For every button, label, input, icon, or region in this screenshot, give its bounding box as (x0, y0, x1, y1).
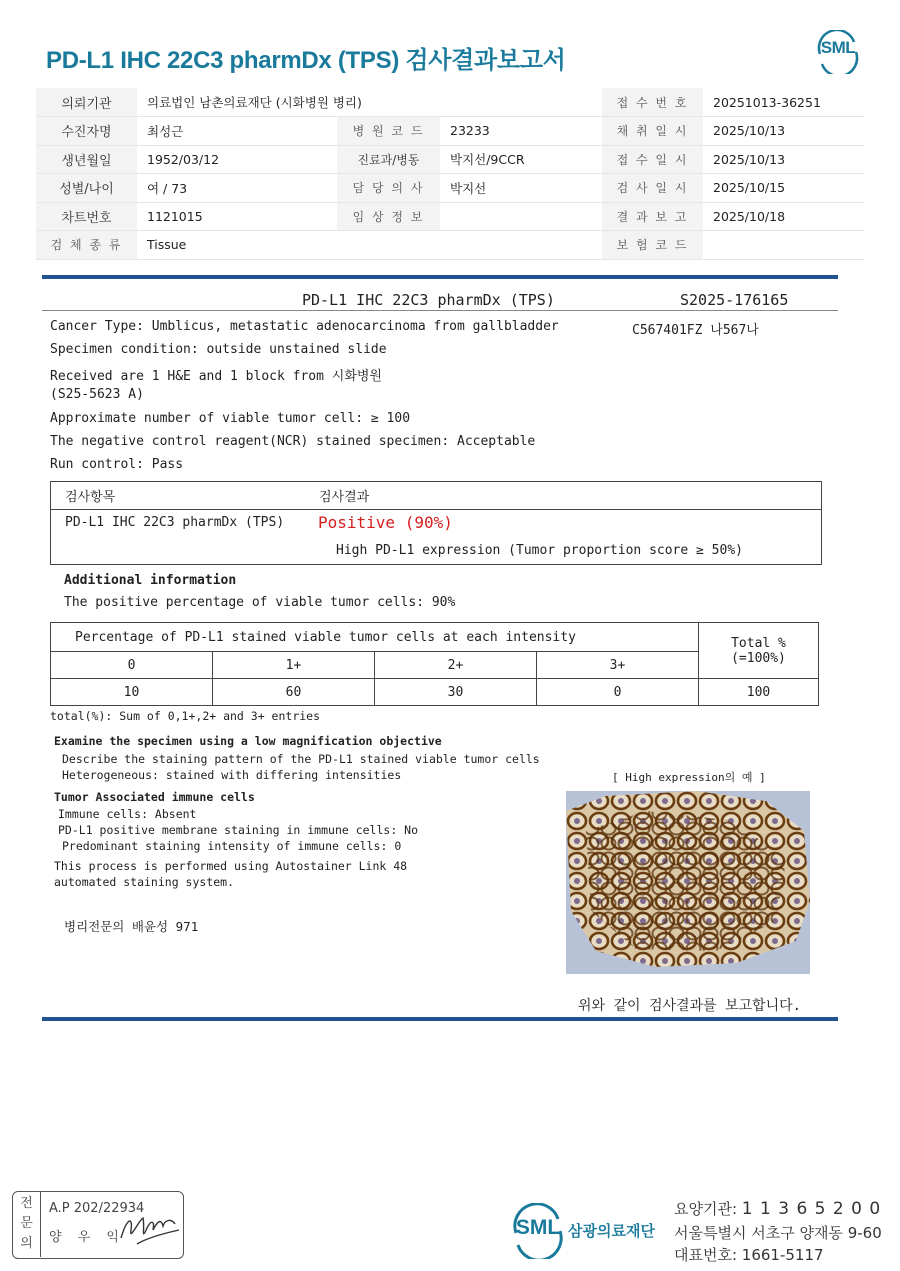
hospital-code-value: 23233 (440, 117, 602, 146)
dept-value: 박지선/9CCR (440, 145, 602, 174)
process-line-1: This process is performed using Autostainer Link 48 (54, 859, 408, 873)
tissue-sample-image (566, 791, 810, 974)
footer-code-value: 1 1 3 6 5 2 0 0 (741, 1199, 882, 1219)
stamp-side (13, 1192, 41, 1257)
footer-code-label: 요양기관: (674, 1200, 738, 1218)
insurance-label: 보 험 코 드 (602, 231, 703, 260)
sex-age-value: 여 / 73 (137, 174, 337, 203)
sml-logo (814, 30, 862, 74)
specimen-id: (S25-5623 A) (50, 387, 144, 402)
expression-level: High PD-L1 expression (Tumor proportion score ≥ 50%) (336, 543, 743, 558)
closing-statement: 위와 같이 검사결과를 보고합니다. (578, 998, 802, 1014)
total-header-2: (=100%) (731, 650, 786, 666)
table-row (51, 623, 819, 652)
received-label: 접 수 일 시 (602, 145, 703, 174)
cancer-type: Cancer Type: Umblicus, metastatic adenocarcinoma from gallbladder (50, 319, 559, 334)
specimen-value: Tissue (137, 231, 602, 260)
result-header: 검사결과 (319, 490, 370, 505)
patient-info-table (36, 88, 864, 260)
total-header-1: Total % (731, 635, 786, 651)
patient-value: 최성근 (137, 117, 337, 146)
sex-age-label: 성별/나이 (36, 174, 137, 203)
report-test-name: PD-L1 IHC 22C3 pharmDx (TPS) (302, 291, 555, 309)
immune-line-2: PD-L1 positive membrane staining in immune cells: No (58, 823, 419, 837)
footer-code (674, 1198, 881, 1219)
additional-title: Additional information (64, 573, 237, 588)
examine-line-2: Heterogeneous: stained with differing intensities (62, 768, 402, 782)
item-header: 검사항목 (65, 490, 116, 505)
chart-value: 1121015 (137, 202, 337, 231)
process-line-2: automated staining system. (54, 875, 235, 889)
specimen-condition: Specimen condition: outside unstained slide (50, 342, 387, 357)
report-number: S2025-176165 (680, 291, 789, 309)
table-row (51, 679, 819, 706)
intensity-header: Percentage of PD-L1 stained viable tumor cells at each intensity (51, 623, 699, 652)
intensity-value: 30 (375, 679, 537, 706)
patient-label: 수진자명 (36, 117, 137, 146)
total-value: 100 (699, 679, 819, 706)
dept-label: 진료과/병동 (337, 145, 440, 174)
tested-value: 2025/10/15 (703, 174, 864, 203)
insurance-value (703, 231, 864, 260)
tested-label: 검 사 일 시 (602, 174, 703, 203)
immune-title: Tumor Associated immune cells (54, 790, 255, 804)
image-caption: [ High expression의 예 ] (612, 771, 766, 784)
intensity-table (50, 622, 819, 706)
result-box-divider (51, 509, 821, 510)
result-box (50, 481, 822, 565)
stamp-side-char: 의 (20, 1236, 33, 1251)
sml-logo-text: SML (820, 38, 856, 57)
total-header (699, 623, 819, 679)
report-head-divider (42, 310, 838, 311)
immune-line-1: Immune cells: Absent (58, 807, 197, 821)
intensity-label: 2+ (375, 652, 537, 679)
footer-phone (674, 1244, 824, 1265)
received-info: Received are 1 H&E and 1 block from 시화병원 (50, 369, 382, 384)
pathologist: 병리전문의 배윤성 971 (64, 919, 199, 934)
intensity-value: 0 (537, 679, 699, 706)
result-positive: Positive (90%) (318, 513, 453, 532)
info-row (36, 88, 864, 117)
specimen-label: 검 체 종 류 (36, 231, 137, 260)
report-date-value: 2025/10/18 (703, 202, 864, 231)
footer-phone-label: 대표번호: (674, 1246, 738, 1264)
institution-value: 의료법인 남촌의료재단 (시화병원 병리) (137, 88, 602, 117)
intensity-label: 1+ (213, 652, 375, 679)
stamp-name: 양 우 익 (49, 1230, 125, 1245)
tissue-micrograph-icon (566, 791, 810, 974)
collection-label: 채 취 일 시 (602, 117, 703, 146)
info-row (36, 145, 864, 174)
collection-value: 2025/10/13 (703, 117, 864, 146)
chart-label: 차트번호 (36, 202, 137, 231)
info-row (36, 117, 864, 146)
report-title: PD-L1 IHC 22C3 pharmDx (TPS) 검사결과보고서 (46, 47, 566, 74)
info-row (36, 174, 864, 203)
signature-icon (117, 1208, 183, 1248)
footer-org: 삼광의료재단 (568, 1222, 655, 1240)
footer-phone-value: 1661-5117 (741, 1246, 824, 1264)
hospital-code-label: 병 원 코 드 (337, 117, 440, 146)
intensity-label: 0 (51, 652, 213, 679)
footer-address: 서울특별시 서초구 양재동 9-60 (674, 1224, 882, 1242)
info-row (36, 202, 864, 231)
diagnosis-code: C567401FZ 나567나 (632, 323, 759, 338)
accession-label: 접 수 번 호 (602, 88, 703, 117)
dob-label: 생년월일 (36, 145, 137, 174)
total-note: total(%): Sum of 0,1+,2+ and 3+ entries (50, 709, 321, 723)
bottom-rule (42, 1017, 838, 1021)
info-row (36, 231, 864, 260)
pathologist-stamp (12, 1191, 184, 1259)
ncr-result: The negative control reagent(NCR) stained specimen: Acceptable (50, 434, 536, 449)
dob-value: 1952/03/12 (137, 145, 337, 174)
examine-title: Examine the specimen using a low magnification objective (54, 734, 442, 748)
doctor-label: 담 당 의 사 (337, 174, 440, 203)
report-date-label: 결 과 보 고 (602, 202, 703, 231)
clinical-label: 임 상 정 보 (337, 202, 440, 231)
footer-brand: SML (515, 1216, 561, 1239)
received-value: 2025/10/13 (703, 145, 864, 174)
accession-value: 20251013-36251 (703, 88, 864, 117)
test-item: PD-L1 IHC 22C3 pharmDx (TPS) (65, 515, 285, 530)
immune-line-3: Predominant staining intensity of immune cells: 0 (62, 839, 402, 853)
intensity-value: 10 (51, 679, 213, 706)
stamp-license: A.P 202/22934 (49, 1201, 145, 1216)
clinical-value (440, 202, 602, 231)
intensity-label: 3+ (537, 652, 699, 679)
stamp-side-char: 문 (20, 1216, 33, 1231)
viable-cells: Approximate number of viable tumor cell: ≥ 100 (50, 411, 411, 426)
stamp-side-char: 전 (20, 1196, 33, 1211)
top-rule (42, 275, 838, 279)
examine-line-1: Describe the staining pattern of the PD-L1 stained viable tumor cells (62, 752, 540, 766)
run-control: Run control: Pass (50, 457, 184, 472)
institution-label: 의뢰기관 (36, 88, 137, 117)
intensity-value: 60 (213, 679, 375, 706)
doctor-value: 박지선 (440, 174, 602, 203)
positive-percentage: The positive percentage of viable tumor cells: 90% (64, 595, 456, 610)
